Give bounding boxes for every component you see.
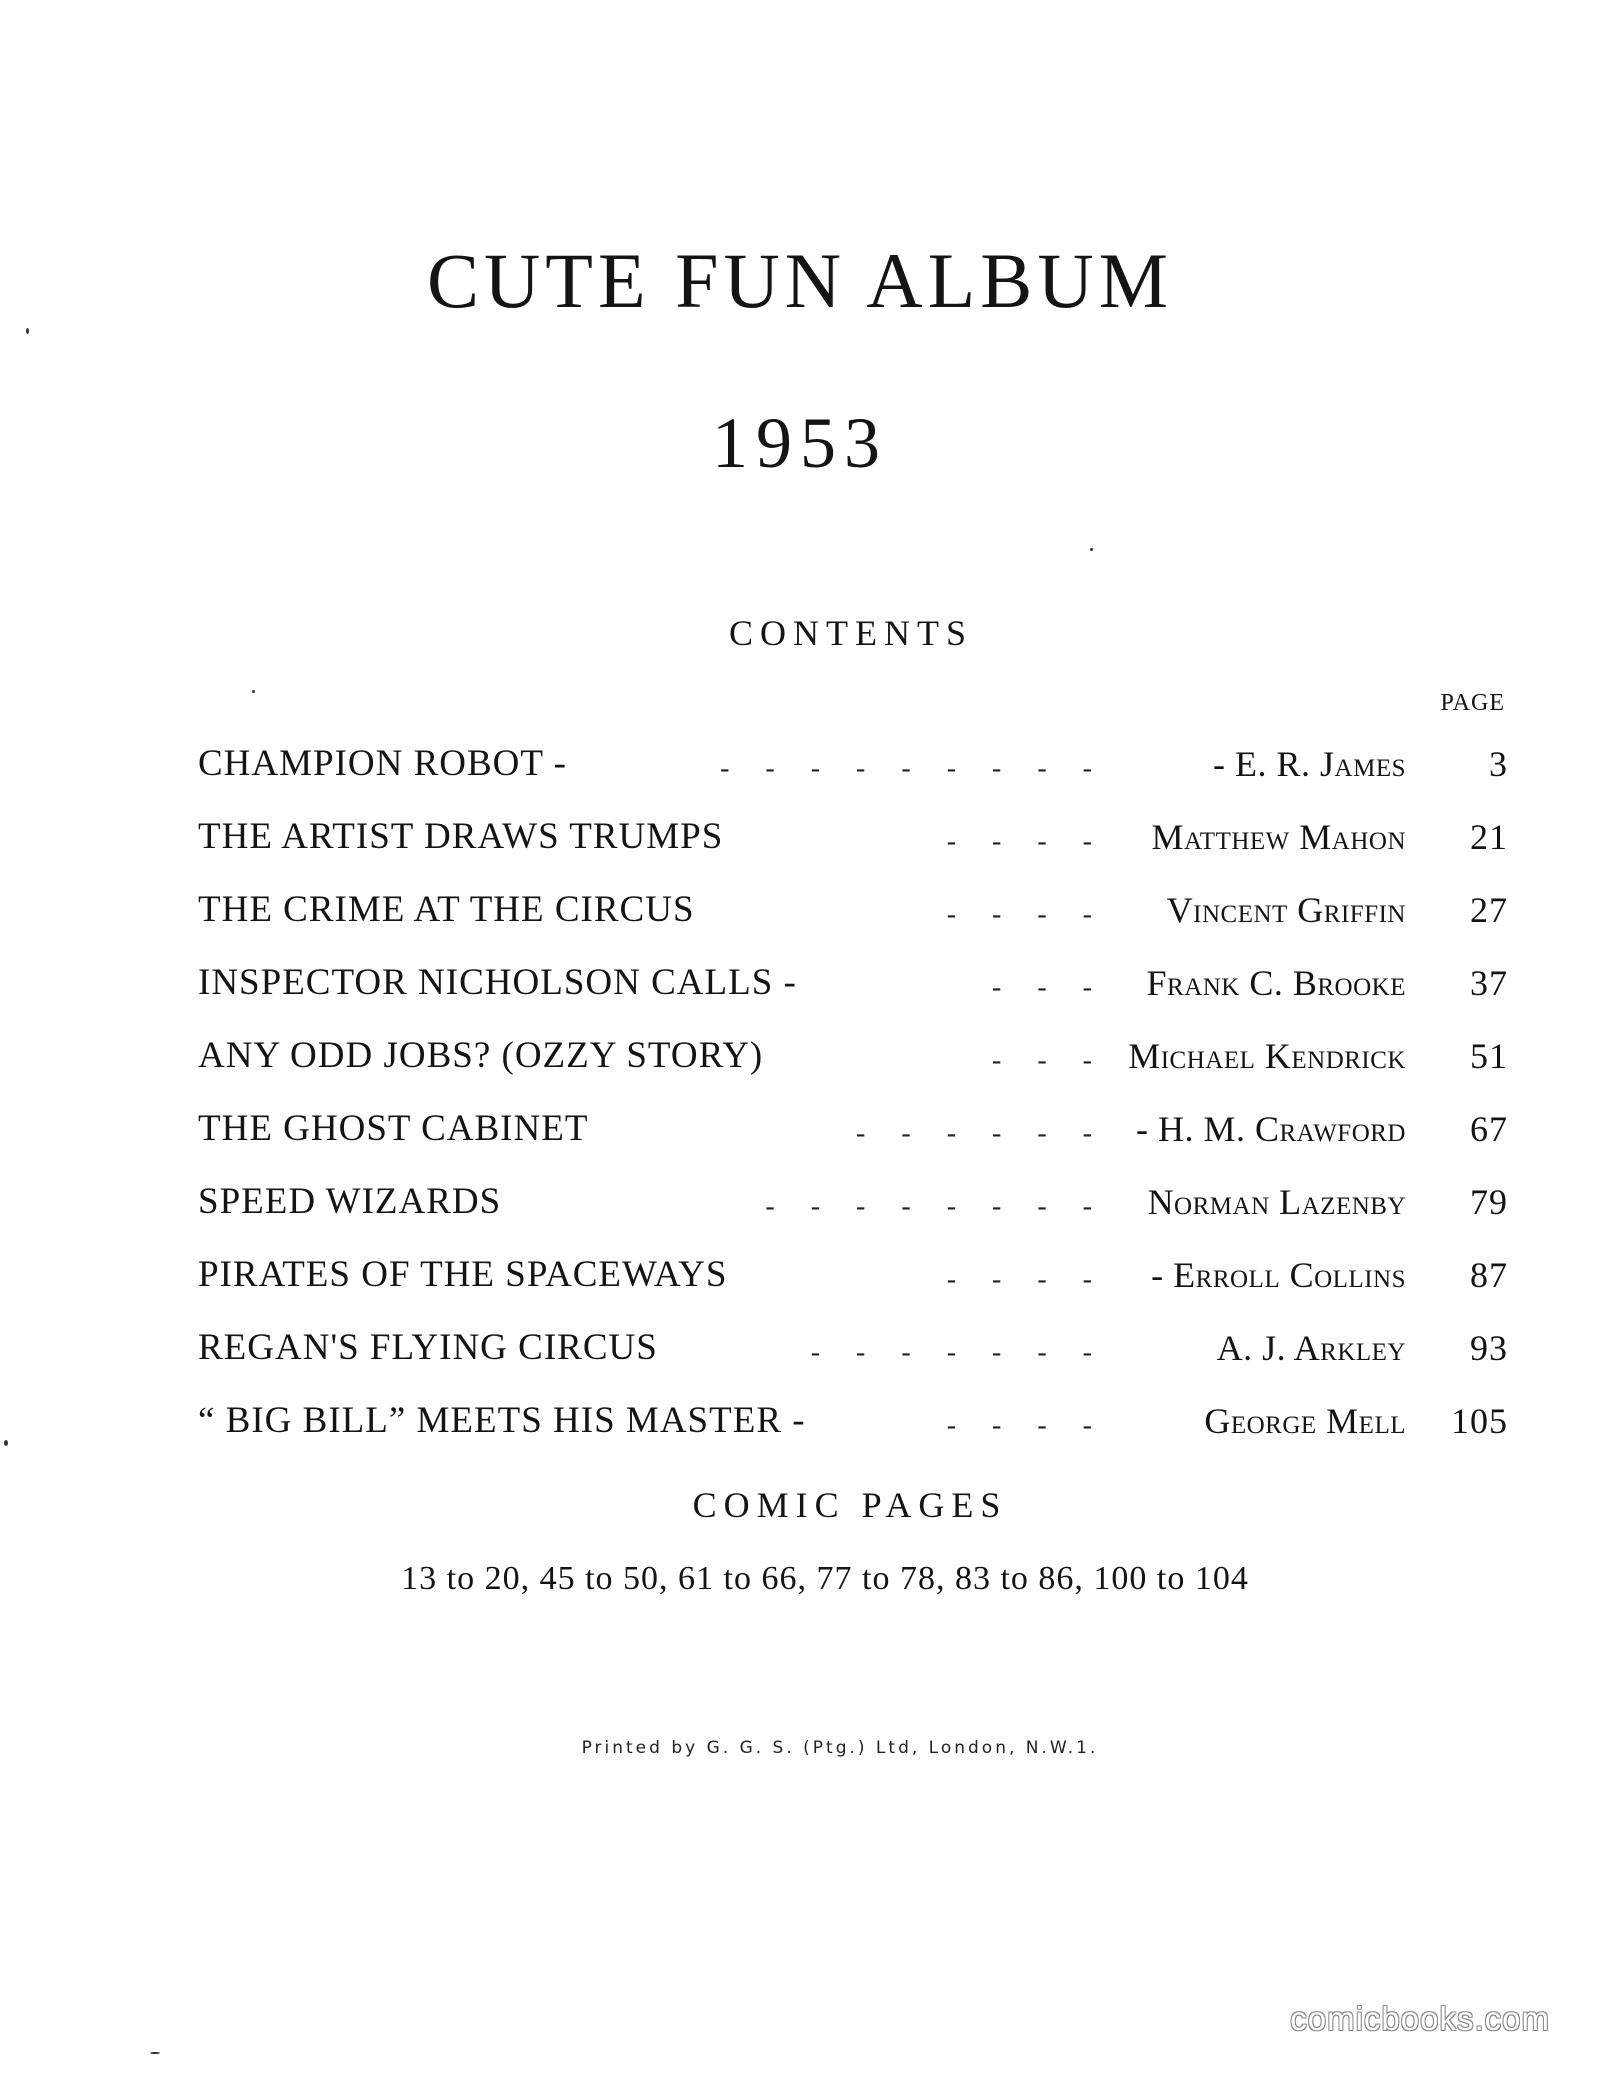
contents-list — [198, 720, 1508, 1450]
leader-dashes: ---- — [946, 899, 1128, 930]
leader-dashes: --- — [992, 972, 1128, 1003]
contents-entry — [198, 720, 1508, 793]
story-title: REGAN'S FLYING CIRCUS — [198, 1327, 658, 1368]
story-page-number: 51 — [1470, 1036, 1508, 1076]
story-author: Norman Lazenby — [1147, 1182, 1406, 1222]
story-author: Matthew Mahon — [1151, 817, 1406, 857]
story-author: - Erroll Collins — [1151, 1255, 1406, 1295]
story-title: SPEED WIZARDS — [198, 1181, 502, 1222]
scan-speck — [1090, 548, 1093, 551]
leader-dashes: ---- — [946, 826, 1128, 857]
leader-dashes: ------- — [810, 1337, 1128, 1368]
story-author: Michael Kendrick — [1128, 1036, 1406, 1076]
contents-entry — [198, 1377, 1508, 1450]
album-year: 1953 — [712, 403, 888, 483]
contents-entry — [198, 1012, 1508, 1085]
album-title: CUTE FUN ALBUM — [426, 237, 1174, 324]
leader-dashes: -------- — [765, 1191, 1128, 1222]
story-title: THE CRIME AT THE CIRCUS — [198, 889, 695, 930]
contents-entry — [198, 1304, 1508, 1377]
contents-entry — [198, 1231, 1508, 1304]
story-author: A. J. Arkley — [1216, 1328, 1406, 1368]
story-title: INSPECTOR NICHOLSON CALLS - — [198, 962, 797, 1003]
story-title: THE ARTIST DRAWS TRUMPS — [198, 816, 724, 857]
story-author: - E. R. James — [1213, 744, 1406, 784]
contents-heading: CONTENTS — [729, 613, 973, 653]
story-title: “ BIG BILL” MEETS HIS MASTER - — [198, 1400, 806, 1441]
leader-dashes: ---- — [946, 1410, 1128, 1441]
story-page-number: 21 — [1470, 817, 1508, 857]
leader-dashes: --- — [992, 1045, 1128, 1076]
leader-dashes: ------ — [856, 1118, 1128, 1149]
story-page-number: 37 — [1470, 963, 1508, 1003]
story-title: THE GHOST CABINET — [198, 1108, 589, 1149]
scan-speck — [26, 328, 29, 334]
contents-entry — [198, 793, 1508, 866]
contents-entry — [198, 939, 1508, 1012]
contents-entry — [198, 1158, 1508, 1231]
story-page-number: 27 — [1470, 890, 1508, 930]
scan-speck — [150, 2052, 160, 2054]
story-page-number: 67 — [1470, 1109, 1508, 1149]
story-page-number: 105 — [1451, 1401, 1508, 1441]
story-title: CHAMPION ROBOT - — [198, 743, 567, 784]
contents-entry — [198, 866, 1508, 939]
watermark-logo: comicbooks.com — [1290, 2000, 1550, 2037]
scan-speck — [252, 690, 255, 693]
comic-pages-ranges: 13 to 20, 45 to 50, 61 to 66, 77 to 78, 83 to 86, 100 to 104 — [401, 1560, 1249, 1597]
story-title: PIRATES OF THE SPACEWAYS — [198, 1254, 728, 1295]
story-author: Vincent Griffin — [1166, 890, 1406, 930]
story-page-number: 93 — [1470, 1328, 1508, 1368]
story-author: - H. M. Crawford — [1135, 1109, 1406, 1149]
page-column-label: PAGE — [1440, 690, 1505, 716]
printer-imprint: Printed by G. G. S. (Ptg.) Ltd, London, N.W.1. — [581, 1738, 1099, 1758]
comic-pages-heading: COMIC PAGES — [692, 1485, 1008, 1525]
story-title: ANY ODD JOBS? (OZZY STORY) — [198, 1035, 764, 1076]
contents-entry — [198, 1085, 1508, 1158]
story-page-number: 3 — [1489, 744, 1508, 784]
leader-dashes: ---- — [946, 1264, 1128, 1295]
story-author: Frank C. Brooke — [1146, 963, 1406, 1003]
leader-dashes: --------- — [720, 753, 1128, 784]
story-page-number: 87 — [1470, 1255, 1508, 1295]
scan-speck — [4, 1440, 8, 1446]
story-page-number: 79 — [1470, 1182, 1508, 1222]
story-author: George Mell — [1204, 1401, 1406, 1441]
